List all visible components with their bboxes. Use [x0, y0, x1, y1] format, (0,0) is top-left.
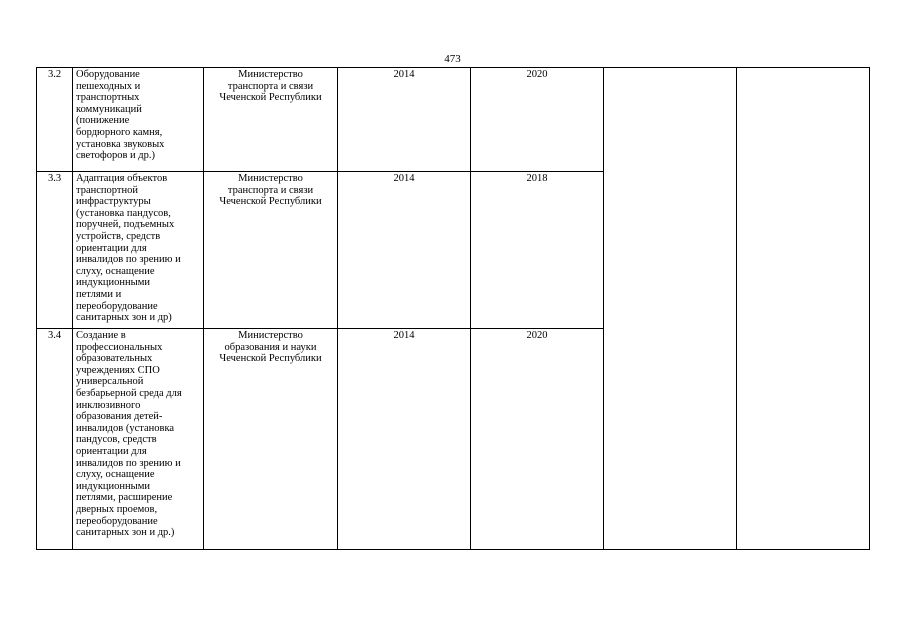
start-year: 2014 — [338, 329, 471, 550]
measure-name: Адаптация объектов транспортной инфраструктуры (установка пандусов, поручней, подъемных устройств, средств ориентации для инвалидов по зрению и слуху, оснащение индукционными петлями и переоборудование санитарных зон и др) — [73, 172, 204, 329]
executor: Министерство транспорта и связи Чеченской Республики — [204, 68, 338, 172]
measure-name: Создание в профессиональных образовательных учреждениях СПО универсальной безбарьерной среда для инклюзивного образования детей- инвалидов (установка пандусов, средств ориентации для инвалидов по зрению и слуху, оснащение индукционными петлями, расширение дверных проемов, переоборудование санитарных зон и др.) — [73, 329, 204, 550]
table-row — [37, 68, 870, 172]
row-number: 3.2 — [37, 68, 73, 172]
measure-name: Оборудование пешеходных и транспортных коммуникаций (понижение бордюрного камня, установка звуковых светофоров и др.) — [73, 68, 204, 172]
start-year: 2014 — [338, 68, 471, 172]
start-year: 2014 — [338, 172, 471, 329]
executor: Министерство транспорта и связи Чеченской Республики — [204, 172, 338, 329]
empty-cell — [604, 68, 737, 550]
end-year: 2020 — [471, 329, 604, 550]
row-number: 3.3 — [37, 172, 73, 329]
end-year: 2020 — [471, 68, 604, 172]
measures-table — [36, 67, 870, 550]
end-year: 2018 — [471, 172, 604, 329]
row-number: 3.4 — [37, 329, 73, 550]
empty-cell — [737, 68, 870, 550]
page-number: 473 — [444, 53, 461, 65]
executor: Министерство образования и науки Чеченской Республики — [204, 329, 338, 550]
